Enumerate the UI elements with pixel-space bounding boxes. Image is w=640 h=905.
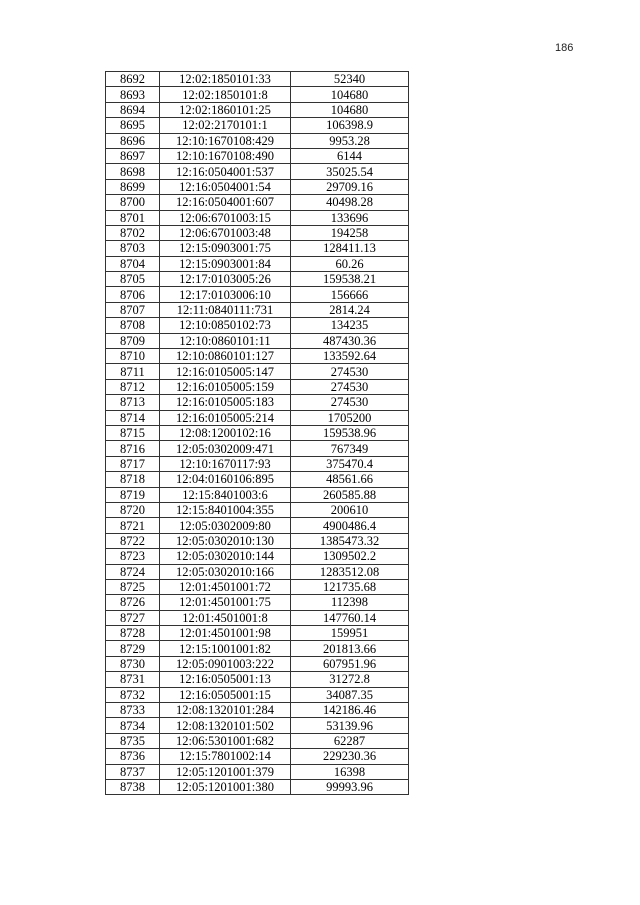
cadastral-number-cell: 12:10:1670117:93 [160,456,291,471]
row-number-cell: 8723 [106,549,160,564]
cadastral-number-cell: 12:10:1670108:490 [160,148,291,163]
table-row [106,272,409,287]
value-cell: 607951.96 [291,656,409,671]
row-number-cell: 8698 [106,164,160,179]
row-number-cell: 8735 [106,733,160,748]
cadastral-number-cell: 12:16:0105005:159 [160,379,291,394]
cadastral-number-cell: 12:16:0105005:147 [160,364,291,379]
value-cell: 201813.66 [291,641,409,656]
table-row [106,364,409,379]
table-row [106,102,409,117]
cadastral-number-cell: 12:16:0504001:54 [160,179,291,194]
table-row [106,287,409,302]
table-row [106,241,409,256]
row-number-cell: 8693 [106,87,160,102]
cadastral-number-cell: 12:17:0103005:26 [160,272,291,287]
cadastral-number-cell: 12:06:5301001:682 [160,733,291,748]
table-row [106,179,409,194]
value-cell: 487430.36 [291,333,409,348]
table-row [106,472,409,487]
table-row [106,579,409,594]
row-number-cell: 8734 [106,718,160,733]
value-cell: 159538.21 [291,272,409,287]
cadastral-number-cell: 12:16:0105005:183 [160,395,291,410]
row-number-cell: 8722 [106,533,160,548]
table-row [106,564,409,579]
value-cell: 1283512.08 [291,564,409,579]
value-cell: 128411.13 [291,241,409,256]
row-number-cell: 8725 [106,579,160,594]
table-row [106,133,409,148]
cadastral-number-cell: 12:15:7801002:14 [160,749,291,764]
value-cell: 142186.46 [291,703,409,718]
value-cell: 62287 [291,733,409,748]
table-row [106,349,409,364]
cadastral-number-cell: 12:01:4501001:8 [160,610,291,625]
row-number-cell: 8713 [106,395,160,410]
row-number-cell: 8728 [106,626,160,641]
row-number-cell: 8721 [106,518,160,533]
table-row [106,148,409,163]
table-row [106,610,409,625]
value-cell: 4900486.4 [291,518,409,533]
table-row [106,641,409,656]
value-cell: 29709.16 [291,179,409,194]
value-cell: 274530 [291,379,409,394]
table-row [106,502,409,517]
table-row [106,518,409,533]
table-row [106,456,409,471]
value-cell: 6144 [291,148,409,163]
cadastral-number-cell: 12:05:0302010:144 [160,549,291,564]
table-row [106,533,409,548]
row-number-cell: 8705 [106,272,160,287]
cadastral-number-cell: 12:05:0302010:130 [160,533,291,548]
cadastral-number-cell: 12:11:0840111:731 [160,302,291,317]
table-row [106,425,409,440]
cadastral-number-cell: 12:05:1201001:380 [160,779,291,794]
cadastral-number-cell: 12:16:0504001:537 [160,164,291,179]
row-number-cell: 8712 [106,379,160,394]
table-row [106,318,409,333]
value-cell: 1385473.32 [291,533,409,548]
row-number-cell: 8700 [106,195,160,210]
row-number-cell: 8699 [106,179,160,194]
value-cell: 375470.4 [291,456,409,471]
row-number-cell: 8718 [106,472,160,487]
row-number-cell: 8695 [106,118,160,133]
value-cell: 40498.28 [291,195,409,210]
value-cell: 112398 [291,595,409,610]
table-row [106,687,409,702]
row-number-cell: 8702 [106,225,160,240]
value-cell: 194258 [291,225,409,240]
cadastral-number-cell: 12:08:1200102:16 [160,425,291,440]
row-number-cell: 8733 [106,703,160,718]
table-row [106,256,409,271]
value-cell: 159951 [291,626,409,641]
table-row [106,118,409,133]
row-number-cell: 8701 [106,210,160,225]
row-number-cell: 8715 [106,425,160,440]
cadastral-number-cell: 12:06:6701003:48 [160,225,291,240]
value-cell: 260585.88 [291,487,409,502]
table-row [106,441,409,456]
table-row [106,626,409,641]
cadastral-number-cell: 12:02:2170101:1 [160,118,291,133]
value-cell: 34087.35 [291,687,409,702]
cadastral-number-cell: 12:05:0302010:166 [160,564,291,579]
table-row [106,672,409,687]
row-number-cell: 8731 [106,672,160,687]
cadastral-number-cell: 12:10:0860101:127 [160,349,291,364]
value-cell: 31272.8 [291,672,409,687]
cadastral-number-cell: 12:02:1860101:25 [160,102,291,117]
row-number-cell: 8720 [106,502,160,517]
row-number-cell: 8732 [106,687,160,702]
cadastral-number-cell: 12:17:0103006:10 [160,287,291,302]
value-cell: 35025.54 [291,164,409,179]
table-row [106,703,409,718]
value-cell: 274530 [291,395,409,410]
table-row [106,410,409,425]
value-cell: 147760.14 [291,610,409,625]
value-cell: 133592.64 [291,349,409,364]
cadastral-number-cell: 12:04:0160106:895 [160,472,291,487]
value-cell: 104680 [291,87,409,102]
row-number-cell: 8710 [106,349,160,364]
value-cell: 16398 [291,764,409,779]
row-number-cell: 8724 [106,564,160,579]
table-row [106,749,409,764]
value-cell: 104680 [291,102,409,117]
table-row [106,395,409,410]
row-number-cell: 8714 [106,410,160,425]
row-number-cell: 8738 [106,779,160,794]
row-number-cell: 8704 [106,256,160,271]
value-cell: 52340 [291,72,409,87]
value-cell: 767349 [291,441,409,456]
row-number-cell: 8726 [106,595,160,610]
row-number-cell: 8711 [106,364,160,379]
table-row [106,195,409,210]
row-number-cell: 8703 [106,241,160,256]
row-number-cell: 8716 [106,441,160,456]
row-number-cell: 8719 [106,487,160,502]
table-row [106,72,409,87]
cadastral-number-cell: 12:10:0850102:73 [160,318,291,333]
row-number-cell: 8727 [106,610,160,625]
cadastral-number-cell: 12:15:8401004:355 [160,502,291,517]
row-number-cell: 8694 [106,102,160,117]
cadastral-number-cell: 12:15:1001001:82 [160,641,291,656]
row-number-cell: 8709 [106,333,160,348]
cadastral-number-cell: 12:05:1201001:379 [160,764,291,779]
table-row [106,549,409,564]
cadastral-number-cell: 12:05:0302009:80 [160,518,291,533]
cadastral-number-cell: 12:08:1320101:502 [160,718,291,733]
row-number-cell: 8730 [106,656,160,671]
table-row [106,487,409,502]
row-number-cell: 8707 [106,302,160,317]
value-cell: 229230.36 [291,749,409,764]
cadastral-number-cell: 12:16:0105005:214 [160,410,291,425]
value-cell: 274530 [291,364,409,379]
value-cell: 1309502.2 [291,549,409,564]
row-number-cell: 8696 [106,133,160,148]
row-number-cell: 8692 [106,72,160,87]
row-number-cell: 8717 [106,456,160,471]
value-cell: 48561.66 [291,472,409,487]
cadastral-number-cell: 12:10:0860101:11 [160,333,291,348]
value-cell: 60.26 [291,256,409,271]
table-row [106,656,409,671]
cadastral-number-cell: 12:10:1670108:429 [160,133,291,148]
value-cell: 121735.68 [291,579,409,594]
value-cell: 159538.96 [291,425,409,440]
row-number-cell: 8708 [106,318,160,333]
row-number-cell: 8729 [106,641,160,656]
value-cell: 53139.96 [291,718,409,733]
value-cell: 99993.96 [291,779,409,794]
value-cell: 200610 [291,502,409,517]
cadastral-number-cell: 12:02:1850101:33 [160,72,291,87]
cadastral-number-cell: 12:01:4501001:98 [160,626,291,641]
table-body [106,72,409,795]
row-number-cell: 8697 [106,148,160,163]
cadastral-number-cell: 12:05:0302009:471 [160,441,291,456]
value-cell: 106398.9 [291,118,409,133]
table-row [106,779,409,794]
cadastral-number-cell: 12:15:0903001:84 [160,256,291,271]
value-cell: 1705200 [291,410,409,425]
cadastral-number-cell: 12:05:0901003:222 [160,656,291,671]
value-cell: 133696 [291,210,409,225]
value-cell: 156666 [291,287,409,302]
data-table [105,71,409,795]
table-row [106,764,409,779]
cadastral-number-cell: 12:08:1320101:284 [160,703,291,718]
cadastral-number-cell: 12:02:1850101:8 [160,87,291,102]
value-cell: 134235 [291,318,409,333]
cadastral-number-cell: 12:16:0505001:15 [160,687,291,702]
table-row [106,718,409,733]
cadastral-number-cell: 12:01:4501001:72 [160,579,291,594]
table-row [106,302,409,317]
table-row [106,87,409,102]
cadastral-number-cell: 12:15:8401003:6 [160,487,291,502]
cadastral-number-cell: 12:16:0505001:13 [160,672,291,687]
row-number-cell: 8706 [106,287,160,302]
row-number-cell: 8737 [106,764,160,779]
value-cell: 2814.24 [291,302,409,317]
table-row [106,595,409,610]
table-row [106,225,409,240]
cadastral-number-cell: 12:01:4501001:75 [160,595,291,610]
page-number: 186 [555,42,574,54]
table-row [106,379,409,394]
table-row [106,333,409,348]
table-row [106,210,409,225]
value-cell: 9953.28 [291,133,409,148]
cadastral-number-cell: 12:15:0903001:75 [160,241,291,256]
table-row [106,164,409,179]
cadastral-number-cell: 12:06:6701003:15 [160,210,291,225]
table-row [106,733,409,748]
cadastral-number-cell: 12:16:0504001:607 [160,195,291,210]
row-number-cell: 8736 [106,749,160,764]
